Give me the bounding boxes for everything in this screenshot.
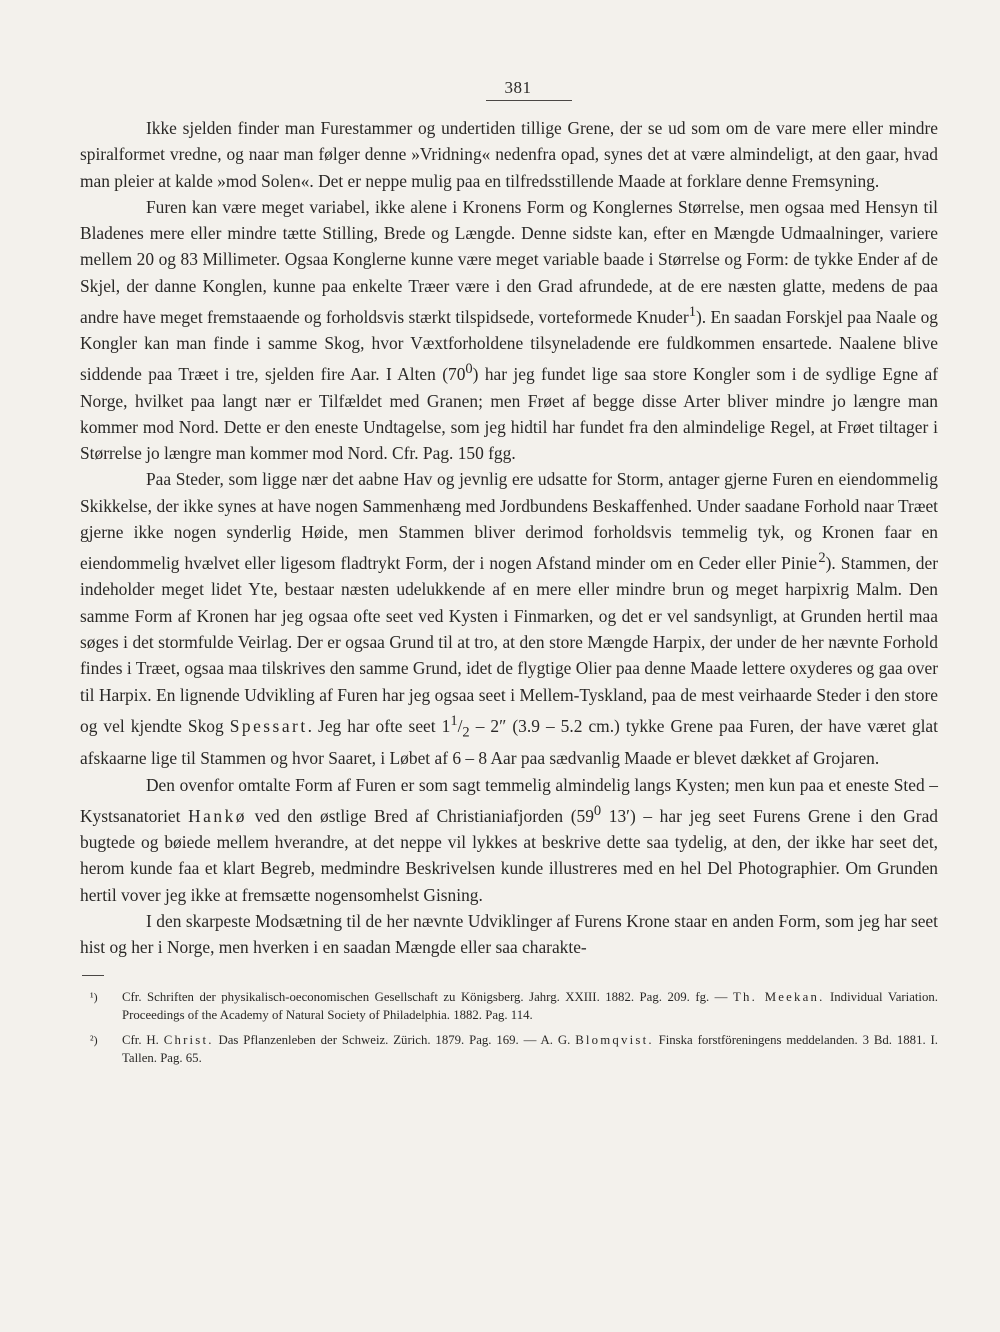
footnote-1-author: Th. Meekan. xyxy=(732,989,825,1004)
footnote-2-author-a: Christ. xyxy=(163,1032,214,1047)
footnote-1-text-b: Individual Variation. Proceedings of the Academy of Natural Society of Philadelphia. 1882. Pag. 114. xyxy=(122,989,938,1023)
body-text xyxy=(80,115,938,961)
paragraph-4-text-b: ved den østlige Bred af Christianiafjorden (59 xyxy=(254,805,594,826)
footnote-2-text-c: Finska forstföreningens meddelanden. 3 Bd. 1881. I. Tallen. Pag. 65. xyxy=(122,1032,938,1066)
footnote-1-text-a: Cfr. Schriften der physikalisch-oeconomischen Gesellschaft zu Königsberg. Jahrg. XXIII. 1882. Pag. 209. fg. — xyxy=(122,989,728,1004)
paragraph-2 xyxy=(80,194,938,467)
paragraph-4-text-c: 13′) – har jeg seet Furens Grene i den Grad bugtede og bøiede mellem hverandre, at det neppe vil lykkes at beskrive dette saa tydelig, at den, der ikke har seet det, herom kunde faa et klart Begreb, medmindre Beskrivelsen kunde illustreres med en hel Del Photographier. Om Grunden hertil vover jeg ikke at fremsætte nogensomhelst Gisning. xyxy=(80,805,938,905)
paragraph-3-text-b: ). Stammen, der indeholder meget lidet Yte, bestaar næsten udelukkende af en mere eller mindre brun og meget harpixrig Malm. Den samme Form af Kronen har jeg ogsaa ofte seet ved Kysten i Finmarken, og det er vel sandsynligt, at Grunden hertil maa søges i det stormfulde Veirlag. Der er ogsaa Grund til at tro, at den store Mængde Harpix, der under de her nævnte Forhold findes i Træet, ogsaa maa tilskrives den samme Grund, idet de flygtige Olier paa denne Maade lettere oxyderes og gaa over til Harpix. En lignende Udvikling af Furen har jeg ogsaa seet i Mellem-Tyskland, paa de mest veirhaarde Steder i den store og vel kjendte Skog xyxy=(80,553,938,736)
paragraph-5-text: I den skarpeste Modsætning til de her nævnte Udviklinger af Furens Krone staar en anden Form, som jeg har seet hist og her i Norge, men hverken i en saadan Mængde eller saa charakte- xyxy=(80,911,938,958)
footnote-2-author-b: Blomqvist. xyxy=(575,1032,654,1047)
footnote-2-text-b: Das Pflanzenleben der Schweiz. Zürich. 1879. Pag. 169. — A. G. xyxy=(218,1032,571,1047)
paragraph-5 xyxy=(80,908,938,961)
paragraph-3-text-a: Paa Steder, som ligge nær det aabne Hav og jevnlig ere udsatte for Storm, antager gjerne Furen en eiendommelig Skikkelse, der ikke synes at have nogen Sammenhæng med Jordbundens Beskaffenhed. Under saadane Forhold naar Træet gjerne ikke nogen synderlig Høide, men Stammen bliver derimod forholdsvis temmelig tyk, og Kronen faar en eiendommelig hvælvet eller ligesom fladtrykt Form, der i nogen Afstand minder om en Ceder eller Pinie xyxy=(80,469,938,574)
page xyxy=(80,78,938,1074)
footnote-ref-1: 1 xyxy=(688,304,696,321)
paragraph-3-text-d: – 2″ (3.9 – 5.2 cm.) tykke Grene paa Furen, der have været glat afskaarne lige til Stammen og hvor Saaret, i Løbet af 6 – 8 Aar paa sædvanlig Maade er blevet dækket af Grojaren. xyxy=(80,715,938,769)
paragraph-2-text-b: ). En saadan Forskjel paa Naale og Kongler kan man finde i samme Skog, hvor Væxtforholdene tilsyneladende ere fuldkommen ensartede. Naalene blive siddende paa Træet i tre, sjelden fire Aar. I Alten (70 xyxy=(80,306,938,385)
fraction-denominator: 2 xyxy=(462,724,470,741)
footnote-rule xyxy=(82,975,104,976)
footnote-1-mark: ¹) xyxy=(90,989,98,1004)
place-name-hanko: Hankø xyxy=(188,805,247,826)
paragraph-4 xyxy=(80,772,938,908)
paragraph-2-text-c: ) har jeg fundet lige saa store Kongler som i de sydlige Egne af Norge, hvilket paa langt nær er Tilfældet med Granen; men Frøet af begge disse Arter bliver mindre jo længre man kommer mod Nord. Dette er den eneste Undtagelse, som jeg hidtil har fundet fra den almindelige Regel, at Frøet tiltager i Størrelse jo længre man kommer mod Nord. Cfr. Pag. 150 fgg. xyxy=(80,364,938,464)
paragraph-1-text: Ikke sjelden finder man Furestammer og undertiden tillige Grene, der se ud som om de vare mere eller mindre spiralformet vredne, og naar man følger denne »Vridning« nedenfra opad, synes det at være almindeligt, at den gaar, hvad man pleier at kalde »mod Solen«. Det er neppe mulig paa en tilfredsstillende Maade at forklare denne Fremsyning. xyxy=(80,118,938,191)
fraction-numerator: 1 xyxy=(450,712,458,729)
paragraph-4-text-a: Den ovenfor omtalte Form af Furen er som sagt temmelig almindelig langs Kysten; men kun paa et eneste Sted – Kystsanatoriet xyxy=(80,774,938,826)
page-number: 381 xyxy=(504,78,532,97)
page-number-rule xyxy=(486,100,572,101)
footnote-1 xyxy=(80,988,938,1025)
paragraph-1 xyxy=(80,115,938,194)
footnotes xyxy=(80,988,938,1068)
paragraph-3: Paa Steder, som ligge nær det aabne Hav og jevnlig ere udsatte for Storm, antager gjerne Furen en eiendommelig Skikkelse, der ikke synes at have nogen Sammenhæng med Jordbundens Beskaffenhed. Under saadane Forhold naar Træet gjerne ikke nogen synderlig Høide, men Stammen bliver derimod forholdsvis temmelig tyk, og Kronen faar en eiendommelig hvælvet eller ligesom fladtrykt Form, der i nogen Afstand minder om en Ceder eller Pinie $^2$). Stammen, der indeholder meget lidet Yte, bestaar næsten udelukkende af en mere eller mindre brun og meget harpixrig Malm. Den samme Form af Kronen har jeg ogsaa ofte seet ved Kysten i Finmarken, og det er vel sandsynligt, at Grunden hertil maa søges i det stormfulde Veirlag. Der er ogsaa Grund til at tro, at den store Mængde Harpix, der under de her nævnte Forhold findes i Træet, ogsaa maa tilskrives den samme Grund, idet de flygtige Olier paa denne Maade lettere oxyderes og gaa over til Harpix. En lignende Udvikling af Furen har jeg ogsaa seet i Mellem-Tyskland, paa de mest veirhaarde Steder i den store og vel kjendte Skog Spessart. Jeg har ofte seet $1^1/_2 - 2''$ (3.9 – 5.2 cm.) tykke Grene paa Furen, der have været glat afskaarne lige til Stammen og hvor Saaret, i Løbet af 6 – 8 Aar paa sædvanlig Maade er blevet dækket af Grojaren. xyxy=(80,469,938,769)
footnote-2 xyxy=(80,1031,938,1068)
footnote-2-mark: ²) xyxy=(90,1032,98,1047)
degree-mark: 0 xyxy=(465,361,473,378)
place-name-spessart: Spessart xyxy=(229,715,308,736)
degree-mark: 0 xyxy=(593,803,602,820)
footnote-ref-2: 2 xyxy=(818,550,826,567)
paragraph-3-text-c: . Jeg har ofte seet 1 xyxy=(307,715,451,736)
paragraph-2-text-a: Furen kan være meget variabel, ikke alene i Kronens Form og Konglernes Størrelse, men ogsaa med Hensyn til Bladenes mere eller mindre tætte Stilling, Brede og Længde. Denne sidste kan, efter en Mængde Udmaalninger, variere mellem 20 og 83 Millimeter. Ogsaa Konglerne kunne være meget variable baade i Størrelse og Form: de tykke Ender af de Skjel, der danne Konglen, kunne paa enkelte Træer være i den Grad afrundede, at de ere næsten glatte, medens de paa andre have meget fremstaaende og forholdsvis stærkt tilspidsede, vorteformede Knuder xyxy=(80,196,938,327)
footnote-2-text-a: Cfr. H. xyxy=(122,1032,159,1047)
